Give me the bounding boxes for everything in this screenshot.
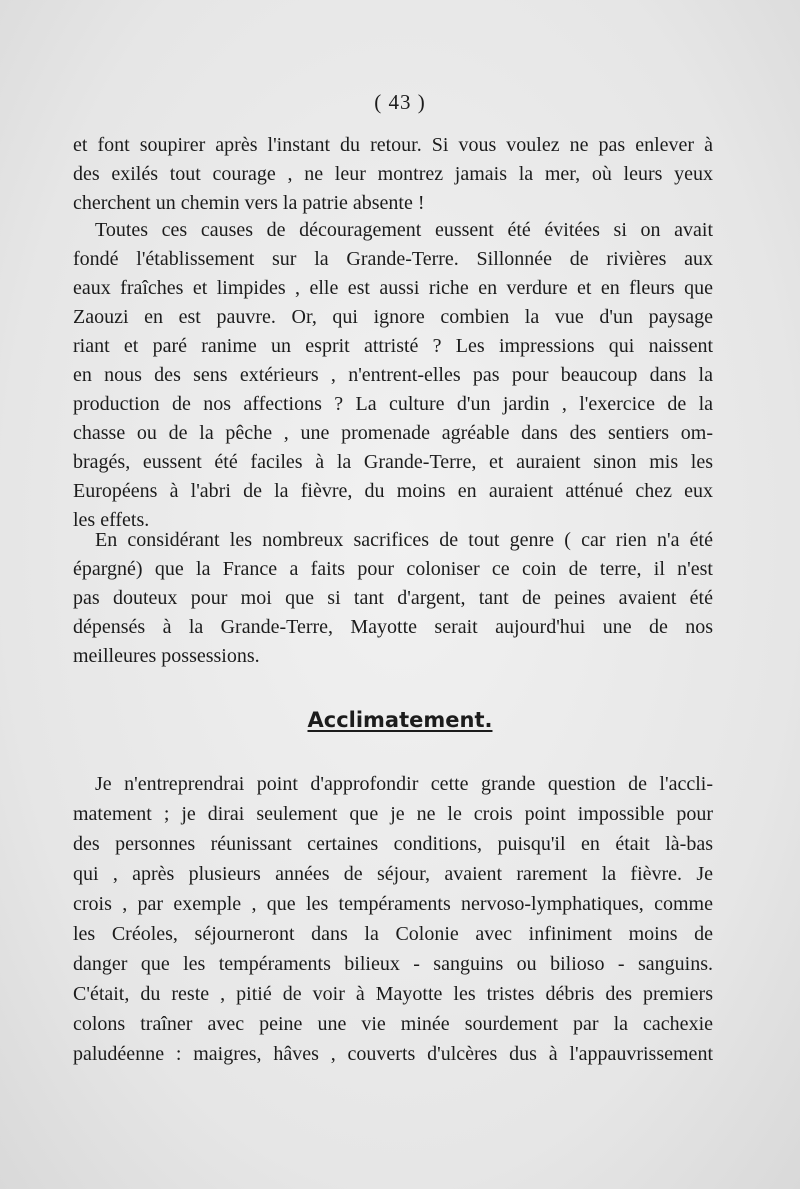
text-line: colons traîner avec peine une vie minée sourdement par la cachexie <box>73 1013 713 1035</box>
text-line: Zaouzi en est pauvre. Or, qui ignore combien la vue d'un paysage <box>73 306 713 328</box>
paragraph-4 <box>73 769 713 1069</box>
text-line: fondé l'établissement sur la Grande-Terre. Sillonnée de rivières aux <box>73 248 713 270</box>
text-line: en nous des sens extérieurs , n'entrent-elles pas pour beaucoup dans la <box>73 364 713 386</box>
text-line: danger que les tempéraments bilieux - sanguins ou bilioso - sanguins. <box>73 953 713 975</box>
section-heading <box>0 708 800 732</box>
text-line: chasse ou de la pêche , une promenade agréable dans des sentiers om- <box>73 422 713 444</box>
text-line: les effets. <box>73 509 150 531</box>
text-line: C'était, du reste , pitié de voir à Mayotte les tristes débris des premiers <box>73 983 713 1005</box>
text-line: Toutes ces causes de découragement eussent été évitées si on avait <box>95 219 713 241</box>
section-heading-text: Acclimatement. <box>307 708 493 732</box>
text-line: bragés, eussent été faciles à la Grande-Terre, et auraient sinon mis les <box>73 451 713 473</box>
text-line: qui , après plusieurs années de séjour, avaient rarement la fièvre. Je <box>73 863 713 885</box>
text-line: production de nos affections ? La culture d'un jardin , l'exercice de la <box>73 393 713 415</box>
paragraph-2 <box>73 216 713 535</box>
text-line: les Créoles, séjourneront dans la Colonie avec infiniment moins de <box>73 923 713 945</box>
paragraph-1 <box>73 131 713 218</box>
text-line: En considérant les nombreux sacrifices de tout genre ( car rien n'a été <box>95 529 713 551</box>
text-line: dépensés à la Grande-Terre, Mayotte serait aujourd'hui une de nos <box>73 616 713 638</box>
text-line: Je n'entreprendrai point d'approfondir cette grande question de l'accli- <box>95 773 713 795</box>
text-line: eaux fraîches et limpides , elle est aussi riche en verdure et en fleurs que <box>73 277 713 299</box>
text-line: pas douteux pour moi que si tant d'argent, tant de peines avaient été <box>73 587 713 609</box>
text-line: des exilés tout courage , ne leur montrez jamais la mer, où leurs yeux <box>73 163 713 185</box>
text-line: paludéenne : maigres, hâves , couverts d'ulcères dus à l'appauvrissement <box>73 1043 713 1065</box>
text-line: épargné) que la France a faits pour coloniser ce coin de terre, il n'est <box>73 558 713 580</box>
text-line: des personnes réunissant certaines conditions, puisqu'il en était là-bas <box>73 833 713 855</box>
text-line: riant et paré ranime un esprit attristé ? Les impressions qui naissent <box>73 335 713 357</box>
text-line: cherchent un chemin vers la patrie absente ! <box>73 192 425 214</box>
text-line: matement ; je dirai seulement que je ne le crois point impossible pour <box>73 803 713 825</box>
page-number: ( 43 ) <box>374 90 426 114</box>
text-line: Européens à l'abri de la fièvre, du moins en auraient atténué chez eux <box>73 480 713 502</box>
paragraph-3 <box>73 526 713 671</box>
text-line: crois , par exemple , que les tempéraments nervoso-lymphatiques, comme <box>73 893 713 915</box>
text-line: meilleures possessions. <box>73 645 260 667</box>
text-line: et font soupirer après l'instant du retour. Si vous voulez ne pas enlever à <box>73 134 713 156</box>
